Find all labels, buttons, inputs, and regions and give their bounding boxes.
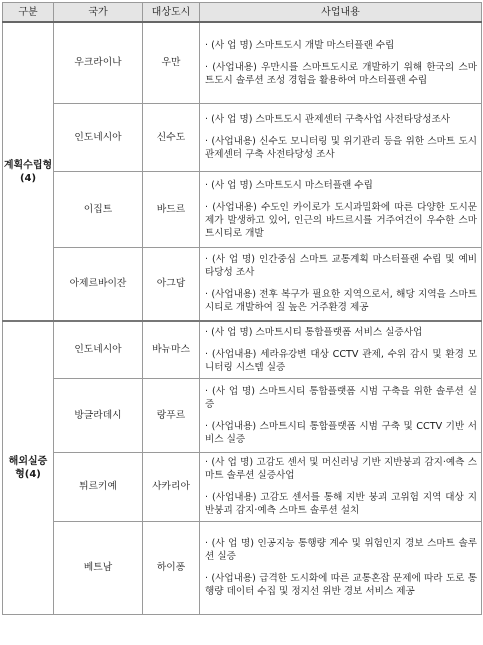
content-cell: [200, 452, 482, 521]
project-name-line: · (사 업 명) 스마트시티 통합플랫폼 시범 구축을 위한 솔루션 실증: [205, 385, 477, 410]
table-row: [3, 247, 482, 321]
table-row: [3, 521, 482, 614]
city-cell: 우만: [143, 22, 200, 103]
group-label-line: 계획수립형: [3, 159, 53, 171]
table-row: [3, 452, 482, 521]
country-cell: 인도네시아: [54, 103, 143, 171]
header-category: 구분: [3, 3, 54, 23]
project-table: [2, 2, 482, 615]
project-detail-line: · (사업내용) 전후 복구가 필요한 지역으로서, 해당 지역을 스마트시티로 개발하여 질 높은 거주환경 제공: [205, 289, 477, 314]
project-name-line: · (사 업 명) 인공지능 통행량 계수 및 위험인지 경보 스마트 솔루션 실증: [205, 538, 477, 562]
city-cell: 사카리아: [143, 452, 200, 521]
project-name-line: · (사 업 명) 스마트시티 통합플랫폼 서비스 실증사업: [205, 326, 423, 338]
project-name-line: · (사 업 명) 고감도 센서 및 머신러닝 기반 지반붕괴 감지·예측 스마트 솔루션 실증사업: [205, 457, 477, 481]
header-city: 대상도시: [143, 3, 200, 23]
project-name-line: · (사 업 명) 스마트도시 관제센터 구축사업 사전타당성조사: [205, 114, 451, 125]
project-detail-line: · (사업내용) 고감도 센서를 통해 지반 붕괴 고위험 지역 대상 지반붕괴 감지·예측 스마트 솔루션 설치: [205, 492, 477, 516]
content-cell: [200, 22, 482, 103]
table-row: [3, 22, 482, 103]
project-detail-line: · (사업내용) 스마트시티 통합플랫폼 시범 구축 및 CCTV 기반 서비스 실증: [205, 420, 477, 445]
project-name-line: · (사 업 명) 스마트도시 마스터플랜 수립: [205, 179, 373, 191]
content-cell: [200, 521, 482, 614]
country-cell: 베트남: [54, 521, 143, 614]
project-detail-line: · (사업내용) 신수도 모니터링 및 위기관리 등을 위한 스마트 도시관제센터 구축 사전타당성 조사: [205, 136, 477, 160]
project-detail-line: · (사업내용) 급격한 도시화에 따른 교통혼잡 문제에 따라 도로 통행량 데이터 수집 및 정지선 위반 경보 서비스 제공: [205, 573, 477, 597]
city-cell: 바뉴마스: [143, 321, 200, 378]
country-cell: 인도네시아: [54, 321, 143, 378]
project-name-line: · (사 업 명) 스마트도시 개발 마스터플랜 수립: [205, 39, 395, 51]
project-detail-line: · (사업내용) 수도인 카이로가 도시과밀화에 따른 다양한 도시문제가 발생하고 있어, 인근의 바드르시를 거주여건이 우수한 스마트시티로 개발: [205, 201, 477, 239]
city-cell: 아그담: [143, 247, 200, 321]
content-cell: [200, 378, 482, 452]
group-label: [3, 22, 54, 321]
content-cell: [200, 171, 482, 247]
country-cell: 우크라이나: [54, 22, 143, 103]
header-row: [3, 3, 482, 23]
country-cell: 아제르바이잔: [54, 247, 143, 321]
group-label: [3, 321, 54, 614]
group-label-line: 형(4): [15, 468, 41, 480]
city-cell: 바드르: [143, 171, 200, 247]
city-cell: 하이퐁: [143, 521, 200, 614]
header-country: 국가: [54, 3, 143, 23]
table-row: [3, 378, 482, 452]
group-label-line: 해외실증: [8, 455, 48, 467]
header-content: 사업내용: [200, 3, 482, 23]
content-cell: [200, 321, 482, 378]
table-row: [3, 321, 482, 378]
group-label-line: (4): [19, 172, 37, 184]
country-cell: 방글라데시: [54, 378, 143, 452]
content-cell: [200, 103, 482, 171]
country-cell: 튀르키예: [54, 452, 143, 521]
country-cell: 이집트: [54, 171, 143, 247]
project-detail-line: · (사업내용) 우만시를 스마트도시로 개발하기 위해 한국의 스마트도시 솔루션 조성 경험을 활용하여 마스터플랜 수립: [205, 61, 477, 86]
project-detail-line: · (사업내용) 세라유강변 대상 CCTV 관제, 수위 감시 및 환경 모니터링 시스템 실증: [205, 348, 477, 373]
table-row: [3, 103, 482, 171]
city-cell: 랑푸르: [143, 378, 200, 452]
content-cell: [200, 247, 482, 321]
project-name-line: · (사 업 명) 인간중심 스마트 교통계획 마스터플랜 수립 및 예비타당성 조사: [205, 254, 477, 279]
city-cell: 신수도: [143, 103, 200, 171]
table-row: [3, 171, 482, 247]
